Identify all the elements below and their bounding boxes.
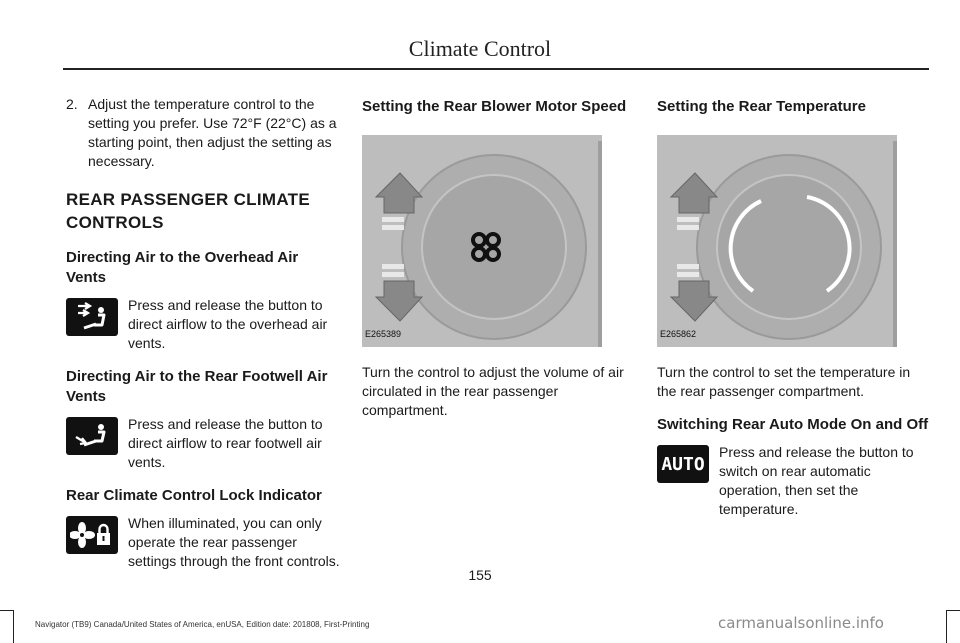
footwell-vents-row xyxy=(66,415,341,472)
crop-mark xyxy=(946,610,947,643)
temperature-control-figure xyxy=(657,135,897,347)
column-right xyxy=(657,95,932,531)
crop-mark xyxy=(13,610,14,643)
rear-temp-heading: Setting the Rear Temperature xyxy=(657,98,866,115)
auto-mode-text: Press and release the button to switch on rear automatic operation, then set the temperature. xyxy=(719,444,914,517)
fan-lock-icon xyxy=(66,516,118,554)
figure-code: E265389 xyxy=(365,329,402,339)
overhead-vents-text: Press and release the button to direct airflow to the overhead air vents. xyxy=(128,297,328,351)
footwell-vents-heading: Directing Air to the Rear Footwell Air Vents xyxy=(66,368,328,405)
step-number: 2. xyxy=(66,96,78,112)
overhead-vents-heading: Directing Air to the Overhead Air Vents xyxy=(66,249,299,286)
footwell-vent-icon xyxy=(66,417,118,455)
crop-mark xyxy=(0,610,13,611)
column-middle xyxy=(362,95,637,420)
overhead-vents-row xyxy=(66,296,341,353)
document-info: Navigator (TB9) Canada/United States of America, enUSA, Edition date: 201808, First-Printing xyxy=(35,620,370,629)
footwell-vents-text: Press and release the button to direct airflow to rear footwell air vents. xyxy=(128,416,323,470)
lock-indicator-heading: Rear Climate Control Lock Indicator xyxy=(66,487,322,504)
title-divider xyxy=(63,68,929,70)
lock-indicator-row xyxy=(66,514,341,571)
overhead-vent-icon xyxy=(66,298,118,336)
blower-speed-heading: Setting the Rear Blower Motor Speed xyxy=(362,98,627,115)
column-left xyxy=(66,95,341,583)
blower-speed-text: Turn the control to adjust the volume of air circulated in the rear passenger compartment. xyxy=(362,364,624,418)
figure-code: E265862 xyxy=(660,329,697,339)
rear-temp-text: Turn the control to set the temperature in the rear passenger compartment. xyxy=(657,364,911,399)
auto-icon-label: AUTO xyxy=(661,453,705,475)
section-heading: REAR PASSENGER CLIMATE CONTROLS xyxy=(66,190,310,232)
step-item xyxy=(66,95,341,171)
auto-mode-row xyxy=(657,443,932,519)
step-text: Adjust the temperature control to the setting you prefer. Use 72°F (22°C) as a starting point, then adjust the setting as necessary. xyxy=(88,96,337,169)
blower-control-figure xyxy=(362,135,602,347)
auto-mode-heading: Switching Rear Auto Mode On and Off xyxy=(657,416,929,433)
lock-indicator-text: When illuminated, you can only operate the rear passenger settings through the front controls. xyxy=(128,515,340,569)
page-title: Climate Control xyxy=(408,36,552,61)
page-number: 155 xyxy=(468,567,492,583)
watermark: carmanualsonline.info xyxy=(718,614,884,632)
crop-mark xyxy=(946,610,960,611)
auto-icon xyxy=(657,445,709,483)
